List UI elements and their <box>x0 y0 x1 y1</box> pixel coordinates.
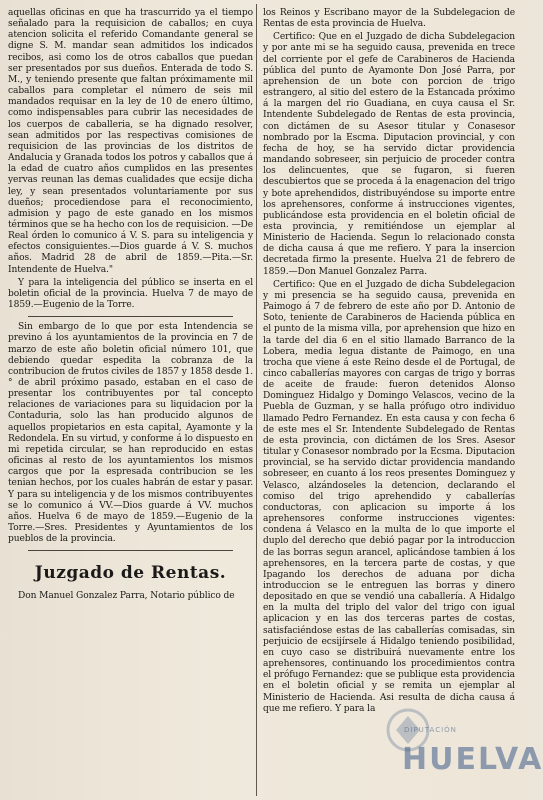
contribution-notice: Sin embargo de lo que por esta Intendencia se previno á los ayuntamientos de la provincia en 7 de marzo de este año boletin oficial número 101, que debiendo quedar espedita la cobranza de la contribucion de frutos civiles de 1857 y 1858 desde 1.° de abril próximo pasado, estaban en el caso de presentar los contribuyentes por tal concepto relaciones de variaciones para su liquidacion por la Contaduria, solo las han producido algunos de aquellos propietarios en esta capital, Ayamonte y la Redondela. En su virtud, y conforme á lo dispuesto en mi repetida circular, se han reproducido en estas oficinas al resto de los ayuntamientos los mismos cargos que por la espresada contribucion se les tenian hechos, por los cuales habrán de estar y pasar. Y para su inteligencia y de los mismos contribuyentes se lo comunico á VV.—Dios guarde á VV. muchos años. Huelva 6 de mayo de 1859.—Eugenio de la Torre.—Sres. Presidentes y Ayuntamientos de los pueblos de la provincia. <box>8 322 253 545</box>
column-divider <box>256 4 257 796</box>
section-divider <box>28 550 233 551</box>
section-heading: Juzgado de Rentas. <box>34 563 227 584</box>
watermark-sub-label: DIPUTACIÓN <box>404 726 457 734</box>
certificate-one: Certifico: Que en el Juzgado de dicha Subdelegacion y por ante mi se ha seguido causa, prevenida en trece del corriente por el gefe de Carabineros de Hacienda pública del punto de Ayamonte Don José Parra, por aprehension de un bote con porcion de trigo estrangero, al sitio del estero de la Estancada próximo á la margen del rio Guadiana, en cuya causa el Sr. Intendente Subdelegado de Rentas de esta provincia, con dictámen de su Asesor titular y Conasesor nombrado por la Escma. Diputacion provincial, y con fecha de hoy, se ha servido dictar providencia mandando sobreseer, sin perjuicio de proceder contra los delincuentes, que se fugaron, si fueren descubiertos que se proceda á la enagenacion del trigo y bote aprehendidos, distribuyéndose su importe entre los aprehensores, conforme á instrucciones vigentes, publicándose esta providencia en el boletin oficial de esta provincia, y remitiéndose un ejemplar al Ministerio de Hacienda. Segun lo relacionado consta de dicha causa á que me refiero. Y para la insercion decretada firmo la presente. Huelva 21 de febrero de 1859.—Don Manuel Gonzalez Parra. <box>263 32 515 277</box>
right-column <box>263 8 515 717</box>
section-divider <box>28 316 233 317</box>
publication-note: Y para la inteligencia del público se inserta en el boletin oficial de la provincia. Huelva 7 de mayo de 1859.—Eugenio de la Torre. <box>8 277 253 311</box>
notary-intro: Don Manuel Gonzalez Parra, Notario público de <box>18 591 235 602</box>
watermark-label: HUELVA <box>402 742 543 777</box>
certificate-two: Certifico: Que en el Juzgado de dicha Subdelegacion y mi presencia se ha seguido causa, prevenida en Paimogo á 7 de febrero de este año por D. Antonio de Soto, teniente de Carabineros de Hacienda pública en el punto de la misma villa, por aprehension que hizo en la tarde del dia 6 en el sitio llamado Barranco de la Lobera, media legua distante de Paimogo, en una trocha que viene á este Reino desde el de Portugal, de cinco caballerías mayores con cargas de trigo y borras de aceite de fraude: fueron detenidos Alonso Dominguez Hidalgo y Domingo Velascos, vecino de la Puebla de Guzman, y se halla prófugo otro individuo llamado Pedro Fernandez. En esta causa y con fecha 6 de este mes el Sr. Intendente Subdelegado de Rentas de esta provincia, con dictámen de los Sres. Asesor titular y Conasesor nombrado por la Ecsma. Diputacion provincial, se ha servido dictar providencia mandando sobreseer, en cuanto á los reos presentes Dominguez y Velasco, alzándoseles la detencion, declarando el comiso del trigo aprehendido y caballerías conductoras, con aplicacion su importe á los aprehensores conforme instrucciones vigentes: condena á Velasco en la multa de lo que importe el duplo del derecho que debió pagar por la introduccion de las borras segun arancel, aplicándose tambien á los aprehensores, en la tercera parte de costas, y que Ipagando los derechos de aduana por dicha introduccion se le entreguen las borras y dinero depositado en que se vendió una caballería. A Hidalgo en la multa del triplo del valor del trigo con igual aplicacion y en las dos terceras partes de costas, satisfaciéndose estas de las caballerías comisadas, sin perjuicio de ecsijírsele á Hidalgo teniendo posibilidad, en cuyo caso se distribuirá nuevamente entre los aprehensores, continuando los procedimientos contra el prófugo Fernandez: que se publique esta providencia en el boletin oficial y se remita un ejemplar al Ministerio de Hacienda. Asi resulta de dicha causa á que me refiero. Y para la <box>263 279 515 714</box>
requisition-order-text: aquellas oficinas en que ha trascurrido ya el tiempo señalado para la requisicion de caballos; en cuya atencion solicita el referido Comandante general se digne S. M. mandar sean admitidos los indicados recibos, asi como los de otros caballos que puedan ser presentados por sus dueños. Enterada de todo S. M., y teniendo presente que faltan próximamente mil caballos para completar el número de seis mil mandados requisar en la ley de 10 de enero último, como indispensables para cubrir las necesidades de los cuerpos de caballeria, se ha dignado resolver, sean admitidos por las respectivas comisiones de requisicion de las provincias de los distritos de Andalucia y Granada todos los potros y caballos que á la edad de cuatro años cumplidos en las presentes yervas reunan las demas cualidades que ecsije dicha ley, y sean presentados voluntariamente por sus dueños; procediendose para el reconocimiento, admision y pago de este ganado en los mismos términos que se ha hecho con los de requisicion. —De Real órden lo comunico á V. S. para su inteligencia y efectos consiguientes.—Dios guarde á V. S. muchos años. Madrid 28 de abril de 1859.—Pita.—Sr. Intendente de Huelva." <box>8 8 253 275</box>
notary-title-continued: los Reinos y Escribano mayor de la Subdelegacion de Rentas de esta provincia de Huelva. <box>263 8 515 30</box>
left-column <box>8 8 253 605</box>
